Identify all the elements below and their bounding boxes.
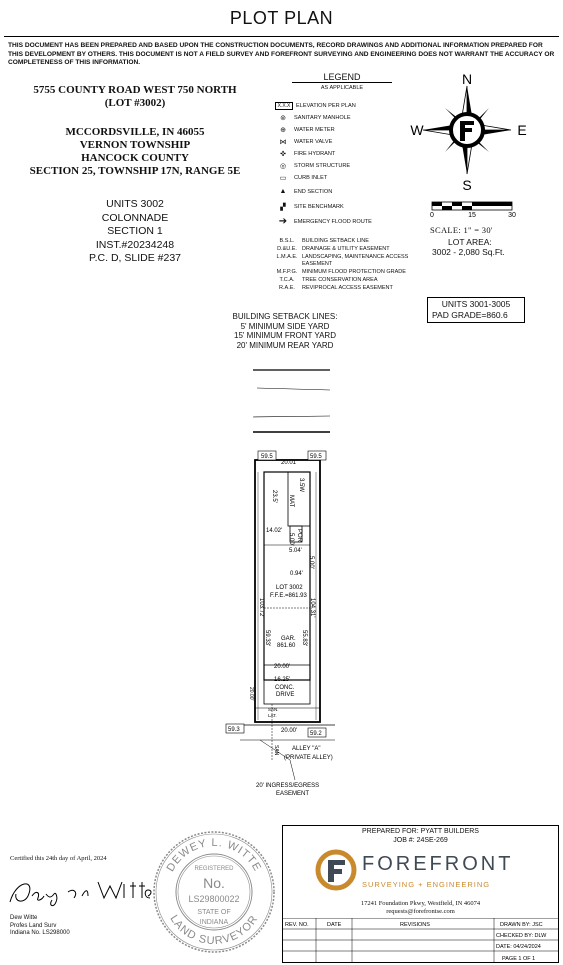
dim-3-5w: 3.5W <box>298 478 304 493</box>
elev-top-right: 59.5 <box>310 454 322 460</box>
dim-20-00-side: 20.00' <box>248 687 254 701</box>
legend-label: FIRE HYDRANT <box>294 150 336 157</box>
company-address <box>282 900 559 916</box>
abbr-key: B.S.L. <box>279 238 295 244</box>
elev-bottom-right: 59.2 <box>310 731 322 737</box>
address-line-3: MCCORDSVILLE, IN 46055 <box>65 126 205 138</box>
abbr-key: R.A.E. <box>279 285 295 291</box>
abbr-key: D.&U.E. <box>277 246 297 252</box>
abbr-key: M.F.P.G. <box>276 269 298 275</box>
rev-no-header: REV. NO. <box>285 922 309 928</box>
surveyor-title: Profes Land Surv <box>10 922 57 929</box>
units-line-3: SECTION 1 <box>107 225 163 237</box>
job-number: JOB #: 24SE-269 <box>393 837 448 844</box>
private-alley-label: (PRIVATE ALLEY) <box>284 755 333 761</box>
date-value: DATE: 04/24/2024 <box>496 944 541 950</box>
seal-no: No. <box>203 875 225 891</box>
dim-16-25: 16.25' <box>274 677 291 683</box>
dim-5-00-a: 5.00' <box>288 533 294 546</box>
compass-s: S <box>462 177 472 192</box>
dim-103-72: 103.72' <box>258 598 264 618</box>
certification-date: Certified this 24th day of April, 2024 <box>10 855 107 862</box>
prepared-for-label: PREPARED FOR: PYATT BUILDERS <box>362 828 479 835</box>
revisions-table <box>282 918 559 963</box>
surveyor-license: Indiana No. LS298000 <box>10 930 70 936</box>
abbr-text: TREE CONSERVATION AREA <box>302 277 378 283</box>
flood-route-arrow-icon: ➔ <box>278 216 288 227</box>
san-label: SAN <box>273 745 279 756</box>
seal-name: DEWEY L. WITTE <box>164 836 264 874</box>
storm-structure-icon: ◎ <box>279 162 287 170</box>
manhole-icon: ⊚ <box>280 114 286 122</box>
ingress-label: 20' INGRESS/EGRESS <box>256 783 320 789</box>
setback-side: 5' MINIMUM SIDE YARD <box>240 321 330 331</box>
seal-state-of: STATE OF <box>197 909 231 916</box>
company-street: 17241 Foundation Pkwy, Westfield, IN 46074 <box>360 900 481 907</box>
units-line-5: P.C. D, SLIDE #237 <box>88 252 182 264</box>
elevation-symbol: X.X.X <box>275 102 293 110</box>
checked-by: CHECKED BY: DLW <box>496 933 547 939</box>
porch-label: POR <box>296 529 302 543</box>
dim-14-02: 14.02' <box>266 528 283 534</box>
legend-label: WATER METER <box>294 126 335 133</box>
company-email: requests@forefrontse.com <box>386 908 455 915</box>
abbr-text: MINIMUM FLOOD PROTECTION GRADE <box>302 269 406 275</box>
units-line-4: INST.#20234248 <box>95 238 175 251</box>
surveyor-signature <box>6 872 156 912</box>
lot-area-value: 3002 - 2,080 Sq.Ft. <box>432 247 505 257</box>
dim-55-83: 55.83' <box>301 630 307 647</box>
legend-subtitle: AS APPLICABLE <box>320 85 364 91</box>
seal-title: LAND SURVEYOR <box>167 913 261 948</box>
abbr-text: BUILDING SETBACK LINE <box>302 238 369 244</box>
dim-5-00-b: 5.00' <box>308 556 314 569</box>
abbr-text: LANDSCAPING, MAINTENANCE ACCESS EASEMENT <box>302 254 409 267</box>
revisions-header: REVISIONS <box>400 922 430 928</box>
logo-wordmark: FOREFRONT <box>362 853 514 875</box>
scale-tick-15: 15 <box>468 212 476 218</box>
units-line-2: COLONNADE <box>101 211 169 224</box>
legend-label: CURB INLET <box>294 174 328 181</box>
surveyor-seal <box>150 828 278 956</box>
water-meter-icon: ⊕ <box>280 126 286 134</box>
address-line-1: 5755 COUNTY ROAD WEST 750 NORTH <box>33 84 237 96</box>
abbr-text: REVIPROCAL ACCESS EASEMENT <box>302 285 393 291</box>
garage-label: GAR. <box>281 636 296 642</box>
pad-grade: PAD GRADE=860.6 <box>432 310 508 320</box>
lat-label: LAT. <box>268 713 277 718</box>
legend-label: ELEVATION PER PLAN <box>296 102 356 109</box>
logo-tagline: SURVEYING + ENGINEERING <box>362 880 491 889</box>
prepared-for <box>282 827 559 845</box>
dim-20-00-a: 20.00' <box>274 664 291 670</box>
legend-label: SANITARY MANHOLE <box>294 114 351 121</box>
forefront-logo-icon <box>314 848 358 892</box>
water-valve-icon: ⋈ <box>279 138 287 146</box>
scale-tick-30: 30 <box>508 212 516 218</box>
abbr-key: L.M.A.E. <box>276 254 298 260</box>
scale-tick-0: 0 <box>430 212 434 218</box>
easement-label: EASEMENT <box>276 791 310 797</box>
dim-104-31: 104.31' <box>309 598 315 618</box>
surveyor-name: Dew Witte <box>10 915 38 921</box>
date-header: DATE <box>327 922 342 928</box>
dim-5-04: 5.04' <box>289 548 302 554</box>
san-lat-label: SAN. <box>268 707 279 712</box>
dim-0-94: 0.94' <box>290 571 303 577</box>
legend-label: SITE BENCHMARK <box>294 203 344 210</box>
lot-number: LOT 3002 <box>276 585 303 591</box>
setback-rear: 20' MINIMUM REAR YARD <box>236 340 334 350</box>
lot-area-label: LOT AREA: <box>448 237 492 247</box>
dim-59-33: 59.33' <box>264 630 270 647</box>
conc-label: CONC. <box>275 685 295 691</box>
benchmark-icon: ▞ <box>280 203 286 211</box>
surveyor-info <box>10 915 70 938</box>
fire-hydrant-icon: ✜ <box>280 150 286 158</box>
seal-registered: REGISTERED <box>194 866 234 872</box>
abbr-text: DRAINAGE & UTILITY EASEMENT <box>302 246 390 252</box>
drive-label: DRIVE <box>276 692 295 698</box>
dim-23-5: 23.5' <box>271 490 277 503</box>
elev-top-left: 59.5 <box>261 454 273 460</box>
address-line-4: VERNON TOWNSHIP <box>79 139 191 151</box>
drawn-by: DRAWN BY: JSC <box>500 922 543 928</box>
address-line-6: SECTION 25, TOWNSHIP 17N, RANGE 5E <box>29 165 241 177</box>
page-number: PAGE 1 OF 1 <box>502 956 536 962</box>
pad-units: UNITS 3001-3005 <box>441 299 511 309</box>
abbr-key: T.C.A. <box>279 277 295 283</box>
ffe-label: F.F.E.=861.93 <box>270 593 307 599</box>
garage-elevation: 861.60 <box>277 643 296 649</box>
dim-20-00-b: 20.00' <box>281 728 298 734</box>
disclaimer-text: THIS DOCUMENT HAS BEEN PREPARED AND BASED UPON THE CONSTRUCTION DOCUMENTS, RECORD DRAWINGS AND ADDITIONAL INFORMATION PREPARED FOR THIS DEVELOPMENT BY OTHERS. THIS DOCUMENT IS NOT A FIELD SURVEY AND FOREFRONT SURVEYING AND ENGINEERING DOES NOT WARRANT THE ACCURACY OR COMPLETENESS OF THIS INFORMATION. <box>8 42 555 67</box>
legend-label: STORM STRUCTURE <box>294 162 351 169</box>
mat-label: MAT <box>288 495 294 508</box>
scale-label: SCALE: 1" = 30' <box>430 225 493 235</box>
seal-indiana: INDIANA <box>199 919 229 926</box>
setback-title: BUILDING SETBACK LINES: <box>232 312 338 321</box>
setback-front: 15' MINIMUM FRONT YARD <box>234 331 336 340</box>
legend-label: WATER VALVE <box>294 138 333 145</box>
address-line-2: (LOT #3002) <box>104 97 166 109</box>
curb-inlet-icon: ▭ <box>279 174 287 182</box>
compass-e: E <box>517 122 527 138</box>
seal-number: LS29800022 <box>188 894 240 904</box>
dim-top: 20.01' <box>281 460 298 466</box>
alley-label: ALLEY "A" <box>292 746 321 752</box>
end-section-icon: ▲ <box>279 188 287 195</box>
compass-w: W <box>410 122 424 138</box>
address-line-5: HANCOCK COUNTY <box>81 152 189 164</box>
legend-label: END SECTION <box>294 188 333 195</box>
page-title: PLOT PLAN <box>229 8 334 28</box>
legend-title: LEGEND <box>292 72 392 83</box>
legend-label: EMERGENCY FLOOD ROUTE <box>294 218 372 225</box>
compass-n: N <box>461 72 473 87</box>
units-line-1: UNITS 3002 <box>106 198 164 210</box>
elev-bottom-left: 59.3 <box>228 727 240 733</box>
